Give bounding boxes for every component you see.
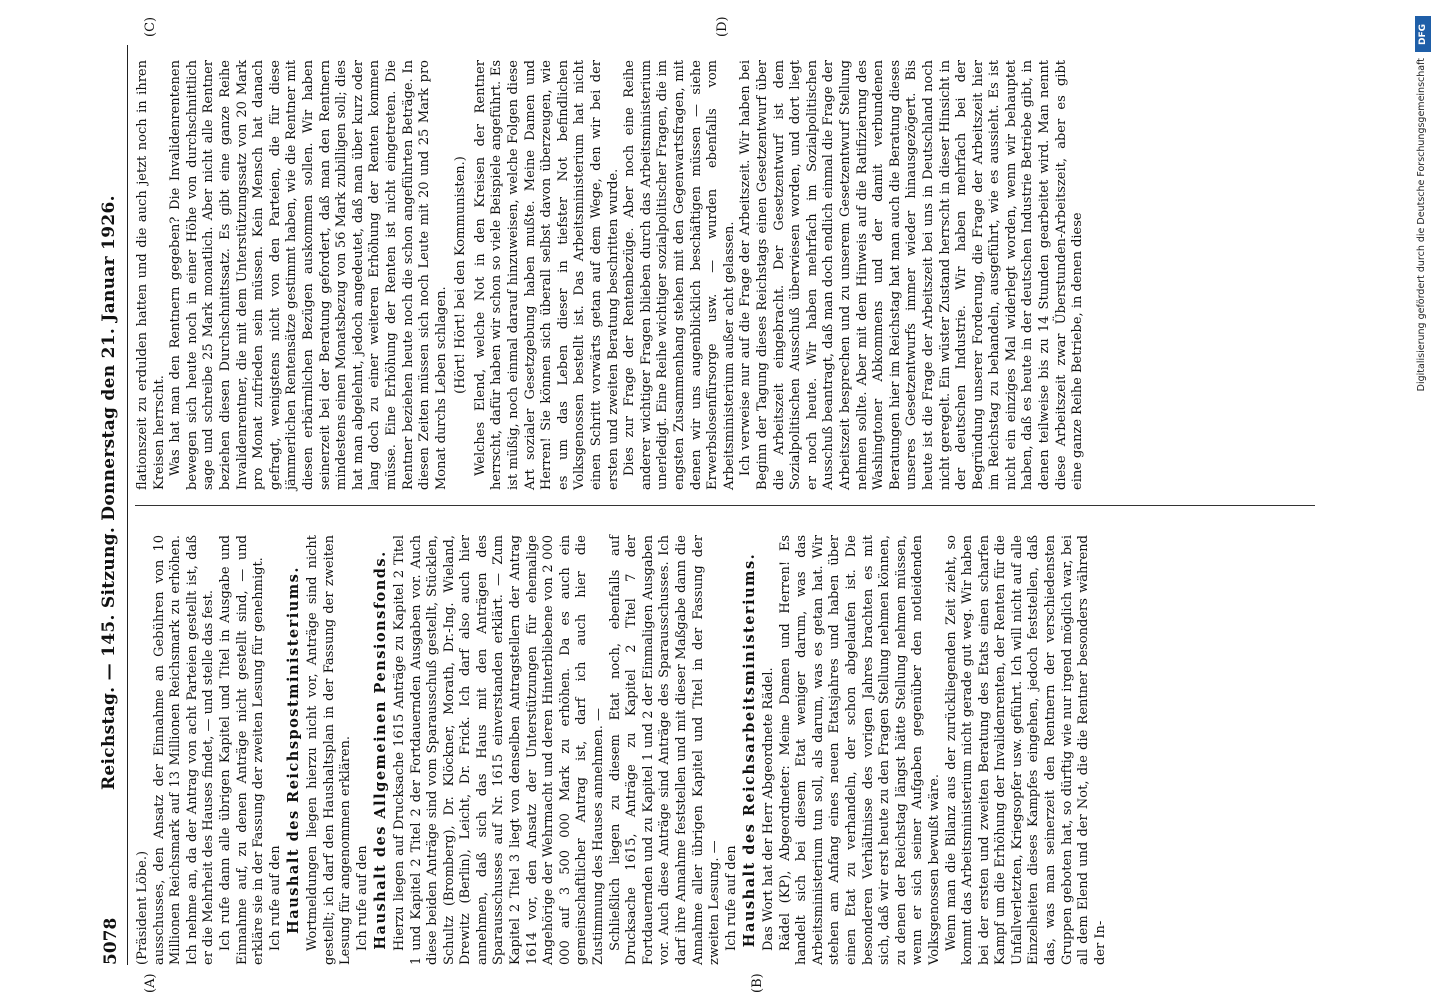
dfg-logo-icon: DFG bbox=[1415, 16, 1431, 52]
right-paragraph: flationszeit zu erdulden hatten und die auch jetzt noch in ihren Kreisen herrscht. bbox=[135, 60, 167, 490]
left-paragraph: Ich rufe auf den bbox=[354, 845, 370, 951]
margin-marker-b: (B) bbox=[750, 973, 765, 993]
left-paragraph: (Präsident Löbe.) bbox=[135, 850, 150, 965]
page-header bbox=[95, 45, 125, 965]
left-paragraph: Schließlich liegen zu diesem Etat noch, ebenfalls auf Drucksache 1615, Anträge zu Kapitel 2 Titel 7 der Fortdauernden und zu Kapitel 1 und 2 der Einmaligen Ausgaben vor. Auch diese Anträge sind Anträge des Sparausschusses. Ich darf ihre Annahme feststellen und mit dieser Maßgabe dann die Annahme aller übrigen Kapitel und Titel in der Fassung der zweiten Lesung. — bbox=[607, 535, 723, 965]
left-paragraph: Ich rufe auf den bbox=[723, 845, 739, 951]
right-paragraph: Welches Elend, welche Not in den Kreisen der Rentner herrscht, dafür haben wir schon so viele Beispiele angeführt. Es ist müßig, noch einmal darauf hinzuweisen, welche Folgen diese Art sozialer Gesetzgebung haben mußte. Meine Damen und Herren! Sie können sich überall selbst davon überzeugen, wie es um das Leben dieser in tiefster Not befindlichen Volksgenossen bestellt ist. Das Arbeitsministerium hat nicht einen Schritt vorwärts getan auf dem Wege, den wir bei der ersten und zweiten Beratung beschritten wurde. bbox=[472, 60, 621, 490]
side-credit bbox=[1413, 10, 1433, 990]
left-paragraph: Hierzu liegen auf Drucksache 1615 Anträge zu Kapitel 2 Titel 1 und Kapitel 2 Titel 2 der Fortdauernden Ausgaben vor. Auch diese beiden Anträge sind vom Sparausschuß gestellt, Stücklen, Schultz (Bromberg), Dr. Klöckner, Morath, Dr.-Ing. Wieland, Drewitz (Berlin), Leicht, Dr. Frick. Ich darf also auch hier annehmen, daß sich das Haus mit den Anträgen des Sparausschusses auf Nr. 1615 einverstanden erklärt. — Zum Kapitel 2 Titel 3 liegt von denselben Antragstellern der Antrag 1614 vor, den Ansatz der Unterstützungen für ehemalige Angehörige der Wehrmacht und deren Hinterbliebene von 2 000 000 auf 3 500 000 Mark zu erhöhen. Da es auch ein gemeinschaftlicher Antrag ist, darf ich auch hier die Zustimmung des Hauses annehmen. — bbox=[391, 535, 607, 965]
left-paragraph: Ich rufe dann alle übrigen Kapitel und Titel in Ausgabe und Einnahme auf, zu denen Anträge nicht gestellt sind, — und erkläre sie in der Fassung der zweiten Lesung für genehmigt. bbox=[217, 535, 267, 965]
right-paragraph: (Hört! Hört! bei den Kommunisten.) bbox=[453, 156, 469, 394]
left-paragraph: Rädel (KP), Abgeordneter: Meine Damen und Herren! Es handelt sich bei diesem Etat weniger darum, was das Arbeitsministerium tun soll, als darum, was es getan hat. Wir stehen am Anfang eines neuen Etatsjahres und haben über einen Etat zu verhandeln, der schon abgelaufen ist. Die besonderen Verhältnisse des vorigen Jahres brachten es mit sich, daß wir erst heute zu den Fragen Stellung nehmen können, zu denen der Reichstag längst hätte Stellung nehmen müssen, wenn er sich seiner Aufgaben gegenüber den notleidenden Volksgenossen bewußt wäre. bbox=[777, 535, 942, 965]
rotated-page bbox=[95, 16, 1320, 993]
margin-marker-a: (A) bbox=[143, 973, 158, 993]
right-column bbox=[135, 60, 1087, 490]
header-rule bbox=[127, 45, 128, 965]
column-divider bbox=[135, 505, 1315, 506]
left-section-heading: Haushalt des Reichspostministeriums. bbox=[285, 566, 303, 934]
right-paragraph: Was hat man den Rentnern gegeben? Die Invalidenrentenen bewegen sich heute noch in einer Höhe von durchschnittlich sage und schreibe 25 Mark monatlich. Aber nicht alle Rentner beziehen diesen Durchschnittssatz. Es gibt eine ganze Reihe Invalidenrentner, die mit dem Unterstützungssatz von 20 Mark pro Monat zufrieden sein müssen. Kein Mensch hat danach gefragt, wenigstens nicht von den Parteien, die für diese jämmerlichen Rentensätze gestimmt haben, wie die Rentner mit diesen erbärmlichen Bezügen auskommen sollen. Wir haben seinerzeit bei der Beratung gefordert, daß man den Rentnern mindestens einen Monatsbezug von 56 Mark zubilligen soll; dies hat man abgelehnt, jedoch angedeutet, daß man über kurz oder lang doch zu einer weiteren Erhöhung der Renten kommen müsse. Eine Erhöhung der Renten ist nicht eingetreten. Die Rentner beziehen heute noch die schon angeführten Beträge. In diesen Zeiten müssen sich noch Leute mit 20 und 25 Mark pro Monat durchs Leben schlagen. bbox=[168, 60, 449, 490]
left-paragraph: Ich rufe auf den bbox=[267, 845, 283, 951]
left-paragraph: Wenn man die Bilanz aus der zurückliegenden Zeit zieht, so kommt das Arbeitsministerium nicht gerade gut weg. Wir haben bei der ersten und zweiten Beratung des Etats einen scharfen Kampf um die Erhöhung der Invalidenrenten, der Renten für die Unfallverletzten, Kriegsopfer usw. geführt. Ich will nicht auf alle Einzelheiten dieses Kampfes eingehen, jedoch feststellen, daß das, was man seinerzeit den Rentnern der verschiedensten Gruppen geboten hat, so dürftig wie nur irgend möglich war, bei all dem Elend und der Not, die die Rentner besonders während der In- bbox=[943, 535, 1108, 965]
running-title: Reichstag. — 145. Sitzung. Donnerstag den 21. Januar 1926. bbox=[99, 195, 119, 790]
right-paragraph: Ich verweise nur auf die Frage der Arbeitszeit. Wir haben bei Beginn der Tagung dieses Reichstags einen Gesetzentwurf über die Arbeitszeit eingebracht. Der Gesetzentwurf ist dem Sozialpolitischen Ausschuß überwiesen worden, und dort liegt er noch heute. Wir haben mehrfach im Sozialpolitischen Ausschuß beantragt, daß man doch endlich einmal die Frage der Arbeitszeit besprechen und zu unserem Gesetzentwurf Stellung nehmen sollte. Aber mit dem Hinweis auf die Ratifizierung des Washingtoner Abkommens und der damit verbundenen Beratungen hier im Reichstag hat man auch die Beratung dieses unseres Gesetzentwurfs immer wieder hinausgezögert. Bis heute ist die Frage der Arbeitszeit bei uns in Deutschland noch nicht geregelt. Ein wüster Zustand herrscht in dieser Hinsicht in der deutschen Industrie. Wir haben mehrfach bei der Begründung unserer Forderung, die Frage der Arbeitszeit hier im Reichstag zu behandeln, ausgeführt, wie es aussieht. Es ist nicht ein einziges Mal widerlegt worden, wenn wir behauptet haben, daß es heute in der deutschen Industrie Betriebe gibt, in denen teilweise bis zu 14 Stunden gearbeitet wird. Man nennt diese Arbeitszeit zwar Überstunden-Arbeitszeit, aber es gibt eine ganze Reihe Betriebe, in denen diese bbox=[738, 60, 1086, 490]
right-paragraph: Dies zur Frage der Rentenbezüge. Aber noch eine Reihe anderer wichtiger Fragen blieben durch das Arbeitsministerium unerledigt. Eine Reihe wichtiger sozialpolitischer Fragen, die im engsten Zusammenhang stehen mit den Gegenwartsfragen, mit denen wir uns augenblicklich beschäftigen müssen — siehe Erwerbslosenfürsorge usw. — wurden ebenfalls vom Arbeitsministerium außer acht gelassen. bbox=[622, 60, 737, 490]
left-paragraph: Wortmeldungen liegen hierzu nicht vor, Anträge sind nicht gestellt; ich darf den Haushaltsplan in der Fassung der zweiten Lesung für angenommen erklären. bbox=[304, 535, 354, 965]
left-section-heading: Haushalt des Reichsarbeitsministeriums. bbox=[741, 552, 759, 948]
page-number: 5078 bbox=[101, 917, 121, 965]
margin-marker-c: (C) bbox=[143, 16, 158, 37]
left-paragraph: Das Wort hat der Herr Abgeordnete Rädel. bbox=[760, 667, 776, 951]
left-column bbox=[135, 535, 1109, 965]
margin-marker-d: (D) bbox=[715, 16, 730, 37]
left-paragraph: ausschusses, den Ansatz der Einnahme an Gebühren von 10 Millionen Reichsmark auf 13 Millionen Reichsmark zu erhöhen. Ich nehme an, da der Antrag von acht Parteien gestellt ist, daß er die Mehrheit des Hauses findet, — und stelle das fest. bbox=[151, 535, 217, 965]
digitization-note: Digitalisierung gefördert durch die Deutsche Forschungsgemeinschaft bbox=[1416, 58, 1427, 392]
left-section-heading: Haushalt des Allgemeinen Pensionsfonds. bbox=[372, 550, 390, 950]
